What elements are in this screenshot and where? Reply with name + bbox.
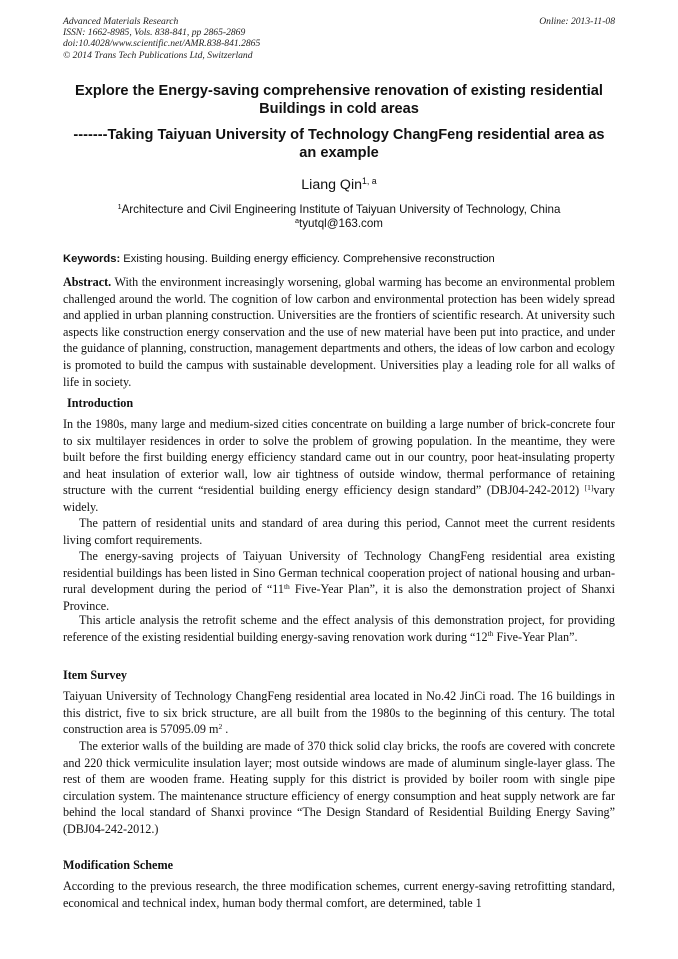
affiliation-superscript: 1 — [117, 202, 122, 212]
author-superscript: 1, a — [362, 176, 377, 187]
modification-paragraph-1: According to the previous research, the three modification schemes, current energy-saving retrofitting standard, economical and technical index, human body thermal comfort, are determined, table 1 — [63, 879, 615, 910]
online-date: Online: 2013-11-08 — [539, 16, 615, 27]
abstract-paragraph — [63, 274, 615, 390]
copyright-line: © 2014 Trans Tech Publications Ltd, Switzerland — [63, 49, 253, 61]
intro-p4-text-end: Five-Year Plan”. — [493, 629, 578, 644]
survey-p1-text: Taiyuan University of Technology ChangFeng residential area located in No.42 JinCi road. The 16 buildings in this district, five to six brick structure, are all built from the 1980s to the beginning of this century. The total construction area is 57095.09 m — [63, 689, 615, 737]
author-email: tyutql@163.com — [299, 217, 383, 230]
intro-p1-text-end: vary widely. — [63, 483, 615, 514]
intro-p3-text: The energy-saving projects of Taiyuan University of Technology ChangFeng residential area existing residential buildings has been listed in Sino German technical cooperation project of national housing and urban-rural development during the period of “11 — [63, 549, 615, 597]
affiliation-line — [0, 203, 678, 217]
paper-subtitle: -------Taking Taiyuan University of Technology ChangFeng residential area as an example — [73, 127, 605, 161]
ordinal-superscript: th — [283, 582, 290, 592]
email-superscript: a — [295, 216, 300, 226]
paper-title: Explore the Energy-saving comprehensive renovation of existing residential Buildings in cold areas — [75, 83, 603, 117]
email-line — [0, 217, 678, 231]
keywords-line — [63, 252, 615, 266]
intro-p1-text: In the 1980s, many large and medium-sized cities concentrate on building a large number of brick-concrete four to six multilayer residences in order to solve the problem of growing population. In the meantime, they were built before the first building energy efficiency standard came out in our country, poor heat-insulating property and heat insulation of exterior wall, low air tightness of outside window, thermal performance of retaining structure with the current “residential building energy efficiency design standard” (DBJ04-242-2012) — [63, 417, 615, 498]
intro-paragraph-4 — [63, 612, 615, 645]
author-name: Liang Qin — [301, 177, 363, 193]
intro-paragraph-1 — [63, 416, 615, 516]
intro-paragraph-2: The pattern of residential units and standard of area during this period, Cannot meet the current residents living comfort requirements. — [63, 516, 615, 547]
intro-p4-text: This article analysis the retrofit scheme and the effect analysis of this demonstration project, for providing reference of the existing residential building energy-saving renovation work during “12 — [63, 613, 615, 644]
ordinal-superscript: th — [487, 629, 494, 639]
section-heading-introduction: Introduction — [67, 396, 134, 410]
survey-paragraph-1 — [63, 688, 615, 738]
doi-line: doi:10.4028/www.scientific.net/AMR.838-841.2865 — [63, 38, 261, 50]
survey-p1-text-end: . — [222, 722, 229, 737]
unit-superscript: 2 — [218, 722, 223, 732]
journal-header — [63, 16, 615, 61]
keywords-label: Keywords: — [63, 253, 121, 265]
keywords-text: Existing housing. Building energy efficiency. Comprehensive reconstruction — [120, 253, 495, 265]
abstract-text: With the environment increasingly worsening, global warming has become an environmental problem challenged around the world. The cognition of low carbon and environmental protection has been widely spread and applied in urban planning construction. Universities are the frontiers of scientific research. At university such aspects like construction energy conservation and the use of new material have been put into practice, and under the guidance of planning, construction, management departments and others, the ideas of low carbon and ecology is promoted to build the campus with sustainable development. Universities play a leading role for all walks of life in society. — [63, 275, 615, 389]
abstract-label: Abstract. — [63, 275, 112, 289]
survey-paragraph-2: The exterior walls of the building are made of 370 thick solid clay bricks, the roofs are covered with concrete and 220 thick vermiculite insulation layer; most outside windows are made of aluminum single-layer glass. The rest of them are wooden frame. Heating supply for this district is provided by boiler room with single pipe circulation system. The maintenance structure efficiency of energy consumption and heat supply network are far behind the local standard of Shanxi province “The Design Standard of Residential Building Energy Saving” (DBJ04-242-2012.) — [63, 739, 615, 836]
intro-paragraph-3 — [63, 548, 615, 614]
journal-name: Advanced Materials Research — [63, 16, 179, 27]
intro-p3-text-end: Five-Year Plan”, it is also the demonstration project of Shanxi Province. — [63, 582, 615, 613]
affiliation-text: Architecture and Civil Engineering Institute of Taiyuan University of Technology, China — [121, 203, 561, 216]
section-heading-modification-scheme: Modification Scheme — [63, 858, 174, 872]
citation-ref: [1] — [584, 483, 594, 493]
section-heading-item-survey: Item Survey — [63, 668, 127, 682]
affiliation-block — [0, 203, 678, 231]
issn-line: ISSN: 1662-8985, Vols. 838-841, pp 2865-2869 — [63, 27, 246, 39]
author-line — [0, 176, 678, 194]
